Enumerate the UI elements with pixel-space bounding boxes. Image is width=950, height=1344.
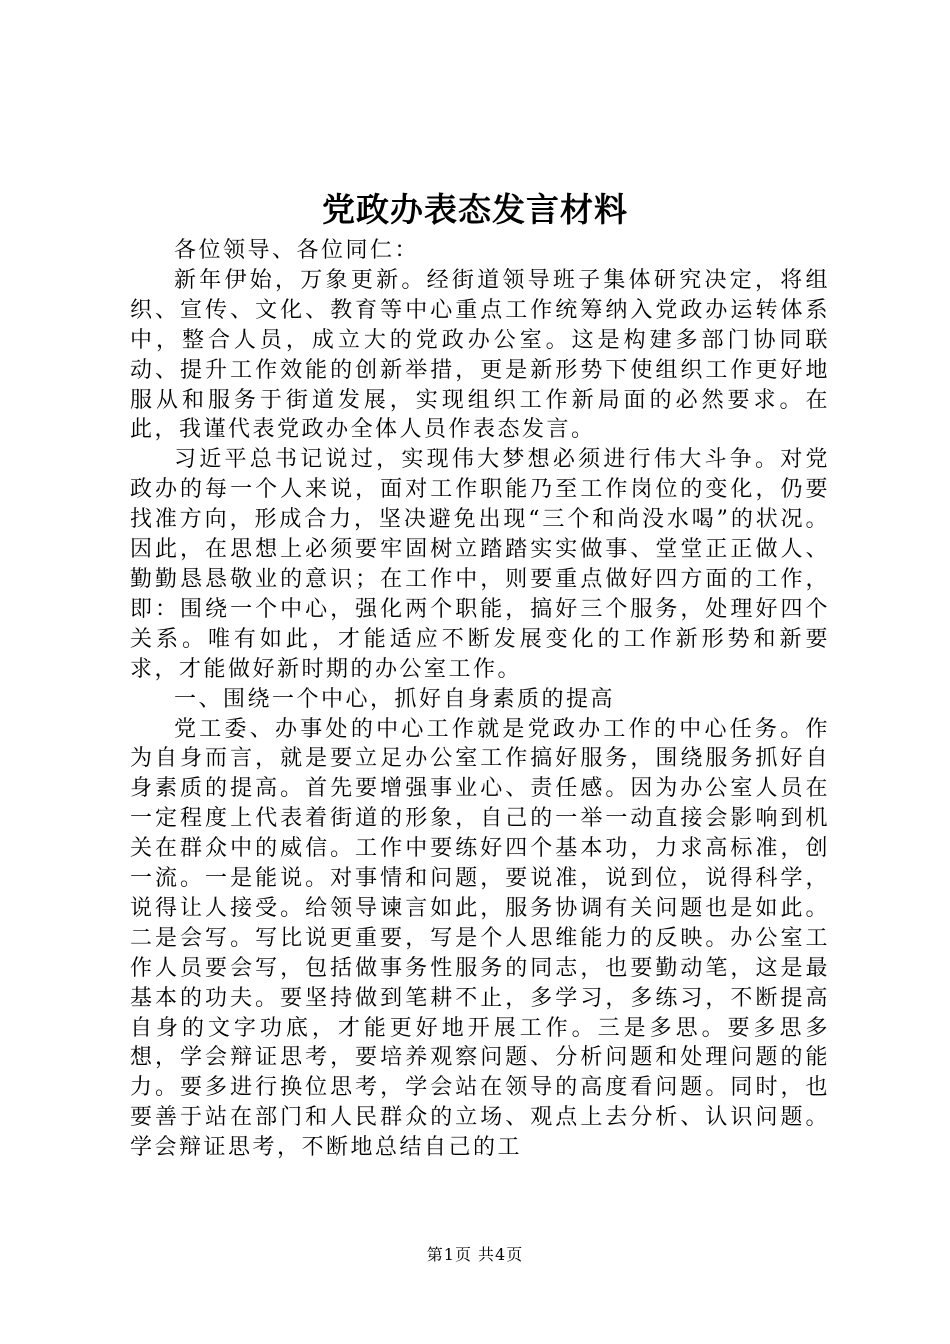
section-heading-1: 一、围绕一个中心，抓好自身素质的提高 xyxy=(174,686,616,712)
page-footer: 第1页 共4页 xyxy=(426,1245,524,1264)
paragraph-section-1: 党工委、办事处的中心工作就是党政办工作的中心任务。作为自身而言，就是要立足办公室工作搞好服务，围绕服务抓好自身素质的提高。首先要增强事业心、责任感。因为办公室人员在一定程度上代表着街道的形象，自己的一举一动直接会影响到机关在群众中的威信。工作中要练好四个基本功，力求高标准，创一流。一是能说。对事情和问题，要说准，说到位，说得科学，说得让人接受。给领导谏言如此，服务协调有关问题也是如此。二是会写。写比说更重要，写是个人思维能力的反映。办公室工作人员要会写，包括做事务性服务的同志，也要勤动笔，这是最基本的功夫。要坚持做到笔耕不止，多学习，多练习，不断提高自身的文字功底，才能更好地开展工作。三是多思。要多思多想，学会辩证思考，要培养观察问题、分析问题和处理问题的能力。要多进行换位思考，学会站在领导的高度看问题。同时，也要善于站在部门和人民群众的立场、观点上去分析、认识问题。学会辩证思考，不断地总结自己的工 xyxy=(130,716,830,1161)
salutation: 各位领导、各位同仁： xyxy=(174,238,420,263)
paragraph-intro: 新年伊始，万象更新。经街道领导班子集体研究决定，将组织、宣传、文化、教育等中心重点工作统筹纳入党政办运转体系中，整合人员，成立大的党政办公室。这是构建多部门协同联动、提升工作效能的创新举措，更是新形势下使组织工作更好地服从和服务于街道发展，实现组织工作新局面的必然要求。在此，我谨代表党政办全体人员作表态发言。 xyxy=(130,267,830,443)
document-body xyxy=(130,236,830,1163)
paragraph-overview: 习近平总书记说过，实现伟大梦想必须进行伟大斗争。对党政办的每一个人来说，面对工作职能乃至工作岗位的变化，仍要找准方向，形成合力，坚决避免出现“三个和尚没水喝”的状况。因此，在思想上必须要牢固树立踏踏实实做事、堂堂正正做人、勤勤恳恳敬业的意识；在工作中，则要重点做好四方面的工作，即：围绕一个中心，强化两个职能，搞好三个服务，处理好四个关系。唯有如此，才能适应不断发展变化的工作新形势和新要求，才能做好新时期的办公室工作。 xyxy=(130,447,830,682)
document-title: 党政办表态发言材料 xyxy=(322,190,628,229)
